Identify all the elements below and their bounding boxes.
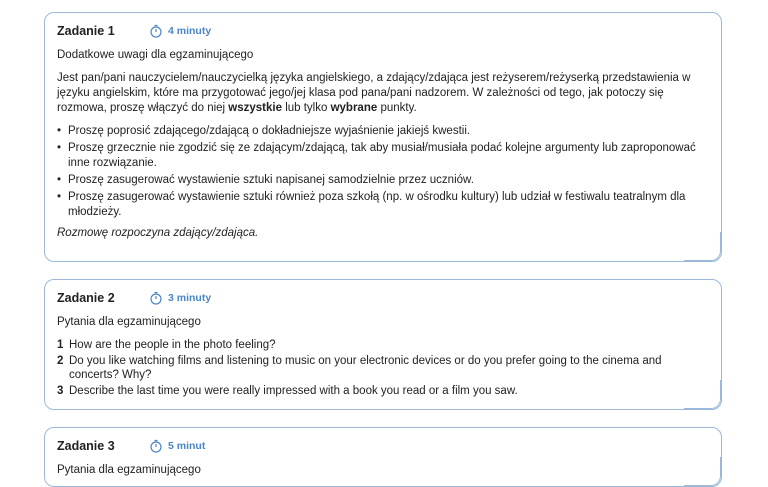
task-2-title: Zadanie 2 [57,291,115,305]
question-text: Describe the last time you were really impressed with a book you read or a film you saw. [69,385,518,397]
task-1-header [57,21,709,41]
intro-bold-all: wszystkie [228,102,282,114]
task-1-intro [57,71,709,116]
task-1-card [44,12,722,262]
question-item [57,384,709,398]
task-1-duration: 4 minuty [168,25,212,37]
bullet-item: • Proszę zasugerować wystawienie sztuki również poza szkołą (np. w ośrodku kultury) lub udział w festiwalu teatralnym dla młodzieży. [57,190,709,220]
intro-text-end: punkty. [377,102,417,114]
task-3-duration: 5 minut [168,440,206,452]
question-item [57,338,709,352]
bullet-item: • Proszę zasugerować wystawienie sztuki napisanej samodzielnie przez uczniów. [57,173,709,188]
bullet-item: • Proszę poprosić zdającego/zdającą o dokładniejsze wyjaśnienie jakiejś kwestii. [57,124,709,139]
task-2-duration: 3 minuty [168,292,212,304]
question-item [57,354,709,382]
task-1-bullet-list [57,124,709,220]
task-2-header [57,288,709,308]
task-1-title: Zadanie 1 [57,24,115,38]
stopwatch-icon [149,439,163,453]
task-3-header [57,436,709,456]
task-1-closing: Rozmowę rozpoczyna zdający/zdająca. [57,227,259,239]
stopwatch-icon [149,291,163,305]
task-1-subheading: Dodatkowe uwagi dla egzaminującego [57,49,254,61]
intro-text-start: Jest pan/pani nauczycielem/nauczycielką języka angielskiego, a zdający/zdająca jest reżyserem/reżyserką przedstawienia w języku angielskim, które ma przygotować jego/jej klasa pod pana/pani nadzorem. W zależności od tego, jak potoczy się rozmowa, proszę włączyć do niej [57,72,691,114]
question-number: 3 [57,385,64,397]
intro-text-mid: lub tylko [282,102,331,114]
task-2-card [44,279,722,410]
task-3-title: Zadanie 3 [57,439,115,453]
task-2-subheading: Pytania dla egzaminującego [57,316,201,328]
intro-bold-selected: wybrane [330,102,378,114]
stopwatch-icon [149,24,163,38]
question-number: 2 [57,355,64,367]
task-3-card [44,427,722,487]
question-number: 1 [57,339,64,351]
question-text: Do you like watching films and listening to music on your electronic devices or do you prefer going to the cinema and concerts? Why? [69,355,662,381]
question-text: How are the people in the photo feeling? [69,339,276,351]
task-3-subheading: Pytania dla egzaminującego [57,464,201,476]
bullet-item: • Proszę grzecznie nie zgodzić się ze zdającym/zdającą, tak aby musiał/musiała podać kolejne argumenty lub zaproponować inne rozwiązanie. [57,141,709,171]
task-2-question-list [57,338,709,398]
